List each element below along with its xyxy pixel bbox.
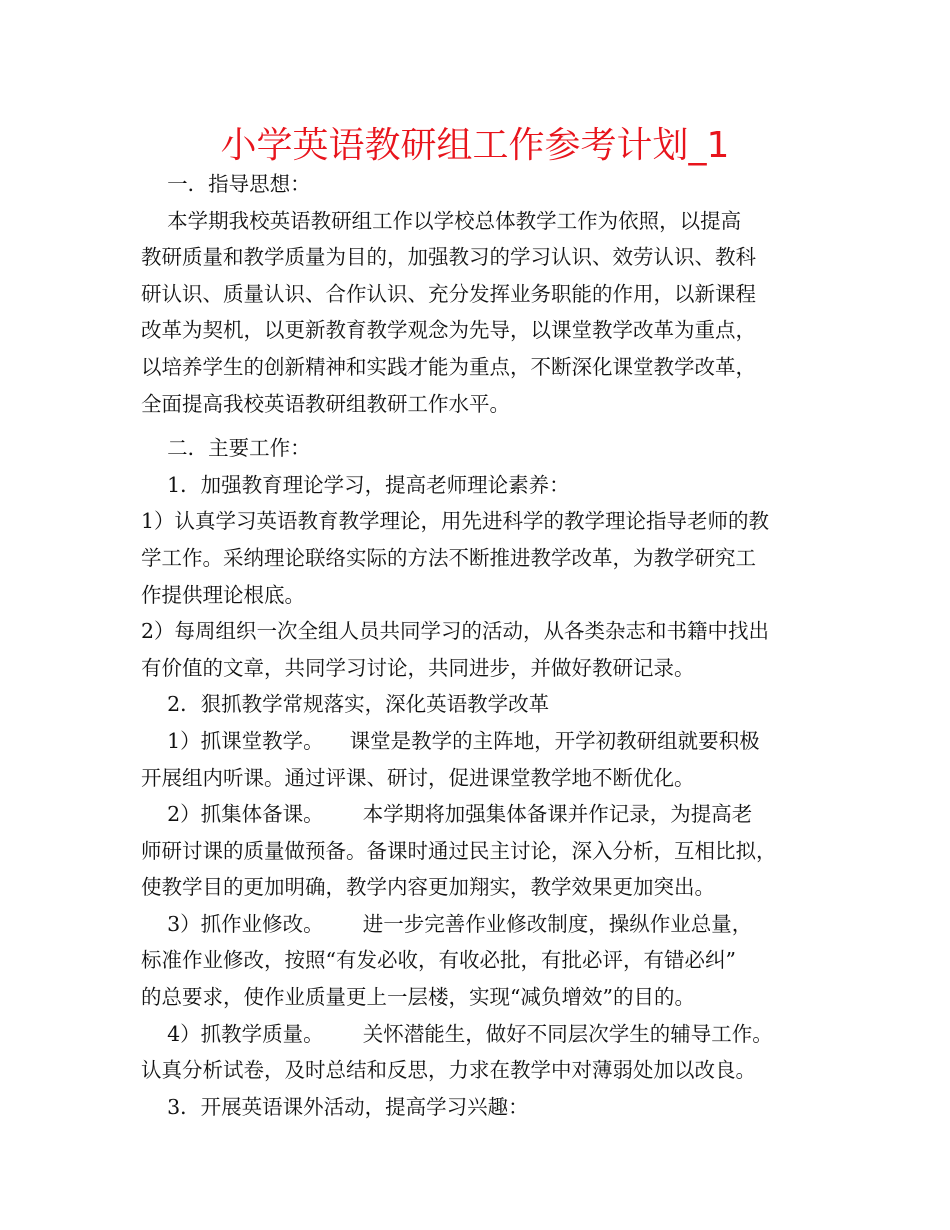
subsection-heading: 2．狠抓教学常规落实，深化英语教学改革 bbox=[141, 692, 550, 717]
paragraph-line: 全面提高我校英语教研组教研工作水平。 bbox=[141, 391, 510, 416]
list-item-line: 标准作业修改，按照“有发必收，有收必批，有批必评，有错必纠” bbox=[141, 948, 736, 973]
document-title: 小学英语教研组工作参考计划_1 bbox=[220, 125, 730, 166]
section-heading-guiding-thought: 一．指导思想： bbox=[141, 172, 311, 196]
list-item-line: 学工作。采纳理论联络实际的方法不断推进教学改革，为教学研究工 bbox=[141, 545, 756, 570]
list-item-line: 师研讨课的质量做预备。备课时通过民主讨论，深入分析，互相比拟， bbox=[141, 838, 777, 863]
list-item-line: 开展组内听课。通过评课、研讨，促进课堂教学地不断优化。 bbox=[141, 765, 695, 790]
document-body bbox=[141, 166, 831, 1125]
list-item-line: 使教学目的更加明确，教学内容更加翔实，教学效果更加突出。 bbox=[141, 875, 715, 900]
paragraph-line: 研认识、质量认识、合作认识、充分发挥业务职能的作用，以新课程 bbox=[141, 281, 756, 306]
subsection-heading: 1．加强教育理论学习，提高老师理论素养： bbox=[141, 472, 570, 497]
paragraph-line: 改革为契机，以更新教育教学观念为先导，以课堂教学改革为重点， bbox=[141, 318, 756, 343]
subsection-heading: 3．开展英语课外活动，提高学习兴趣： bbox=[141, 1094, 529, 1119]
list-item-line: 的总要求，使作业质量更上一层楼，实现“减负增效”的目的。 bbox=[141, 985, 695, 1010]
section-heading-main-work: 二．主要工作： bbox=[141, 436, 311, 461]
list-item-line: 1）认真学习英语教育教学理论，用先进科学的教学理论指导老师的教 bbox=[141, 509, 770, 534]
paragraph-line: 以培养学生的创新精神和实践才能为重点，不断深化课堂教学改革， bbox=[141, 354, 756, 379]
list-item-line: 认真分析试卷，及时总结和反思，力求在教学中对薄弱处加以改良。 bbox=[141, 1058, 756, 1083]
list-item-line: 2）每周组织一次全组人员共同学习的活动，从各类杂志和书籍中找出 bbox=[141, 619, 770, 644]
list-item-line: 作提供理论根底。 bbox=[141, 582, 305, 607]
list-item-line: 1）抓课堂教学。 课堂是教学的主阵地，开学初教研组就要积极 bbox=[141, 728, 760, 753]
list-item-line: 4）抓教学质量。 关怀潜能生，做好不同层次学生的辅导工作。 bbox=[141, 1021, 773, 1046]
list-item-line: 有价值的文章，共同学习讨论，共同进步，并做好教研记录。 bbox=[141, 655, 695, 680]
list-item-line: 2）抓集体备课。 本学期将加强集体备课并作记录，为提高老 bbox=[141, 802, 753, 827]
paragraph-line: 教研质量和教学质量为目的，加强教习的学习认识、效劳认识、教科 bbox=[141, 245, 756, 270]
list-item-line: 3）抓作业修改。 进一步完善作业修改制度，操纵作业总量， bbox=[141, 911, 753, 936]
paragraph-line: 本学期我校英语教研组工作以学校总体教学工作为依照，以提高 bbox=[141, 208, 742, 233]
